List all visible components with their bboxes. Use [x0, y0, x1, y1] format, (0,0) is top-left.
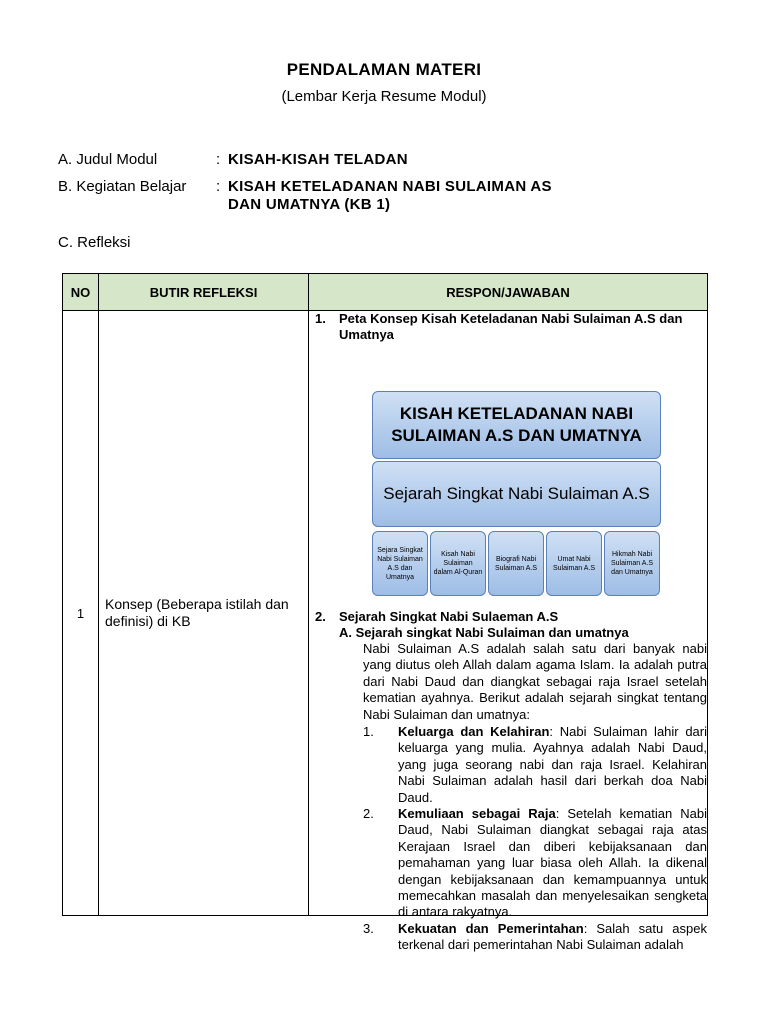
section2-subtitle: A. Sejarah singkat Nabi Sulaiman dan umatnya: [339, 625, 629, 640]
concept-map-leaf-node: Kisah Nabi Sulaiman dalam Al-Quran: [430, 531, 486, 596]
list-item: 2. Kemuliaan sebagai Raja: Setelah kematian Nabi Daud, Nabi Sulaiman diangkat sebagai raja atas Kerajaan Israel dan diberi kebijaksanaan dan pemahaman yang luar biasa oleh Allah. Ia dikenal dengan kebijaksanaan dan kemampuannya untuk memecahkan masalah dan menyelesaikan sengketa di antara rakyatnya.: [363, 806, 708, 920]
header-butir: BUTIR REFLEKSI: [99, 274, 309, 311]
kegiatan-value-line2: DAN UMATNYA (KB 1): [228, 196, 391, 213]
reflection-table: [62, 273, 708, 953]
section2-list: [363, 724, 707, 954]
kegiatan-separator: :: [216, 178, 221, 195]
concept-map-leaf-node: Hikmah Nabi Sulaiman A.S dan Umatnya: [604, 531, 660, 596]
section2-title: Sejarah Singkat Nabi Sulaeman A.S: [339, 609, 559, 624]
concept-map-leaf-node: Biografi Nabi Sulaiman A.S: [488, 531, 544, 596]
list-item: 3. Kekuatan dan Pemerintahan: Salah satu aspek terkenal dari pemerintahan Nabi Sulaiman adalah: [363, 920, 707, 953]
page-title: PENDALAMAN MATERI: [286, 60, 482, 79]
table-header-row: [63, 274, 708, 311]
row-butir: Konsep (Beberapa istilah dan definisi) di KB: [99, 311, 309, 916]
page-subtitle: (Lembar Kerja Resume Modul): [281, 88, 487, 105]
judul-separator: :: [216, 151, 221, 168]
judul-value: KISAH-KISAH TELADAN: [228, 151, 408, 168]
section2-number: 2.: [315, 609, 326, 624]
header-respon: RESPON/JAWABAN: [309, 274, 708, 311]
concept-map-leaf-node: Umat Nabi Sulaiman A.S: [546, 531, 602, 596]
section2-paragraph: Nabi Sulaiman A.S adalah salah satu dari banyak nabi yang diutus oleh Allah dalam agama Islam. Ia adalah putra dari Nabi Daud dan diangkat sebagai raja Israel setelah kematian ayahnya. Berikut adalah sejarah singkat tentang Nabi Sulaiman dan umatnya:: [363, 641, 707, 722]
section1-title: Peta Konsep Kisah Keteladanan Nabi Sulaiman A.S dan Umatnya: [339, 311, 683, 343]
judul-label: A. Judul Modul: [58, 151, 158, 168]
concept-map-leaf-node: Sejara Singkat Nabi Sulaiman A.S dan Umatnya: [372, 531, 428, 596]
row-response: [309, 311, 708, 953]
section1-number: 1.: [315, 311, 326, 326]
kegiatan-value-line1: KISAH KETELADANAN NABI SULAIMAN AS: [228, 178, 552, 195]
row-number: 1: [63, 311, 99, 916]
kegiatan-label: B. Kegiatan Belajar: [58, 178, 187, 195]
table-row: [63, 311, 708, 916]
concept-map-sub-node: Sejarah Singkat Nabi Sulaiman A.S: [372, 461, 661, 527]
list-item: 1. Keluarga dan Kelahiran: Nabi Sulaiman lahir dari keluarga yang mulia. Ayahnya adalah Nabi Daud, yang juga seorang nabi dan raja Israel. Kelahiran Nabi Sulaiman adalah hasil dari berkah doa Nabi Daud.: [363, 724, 708, 805]
concept-map-main-node: KISAH KETELADANAN NABI SULAIMAN A.S DAN UMATNYA: [372, 391, 661, 459]
header-no: NO: [63, 274, 99, 311]
refleksi-label: C. Refleksi: [58, 234, 131, 251]
concept-map: [309, 311, 707, 581]
